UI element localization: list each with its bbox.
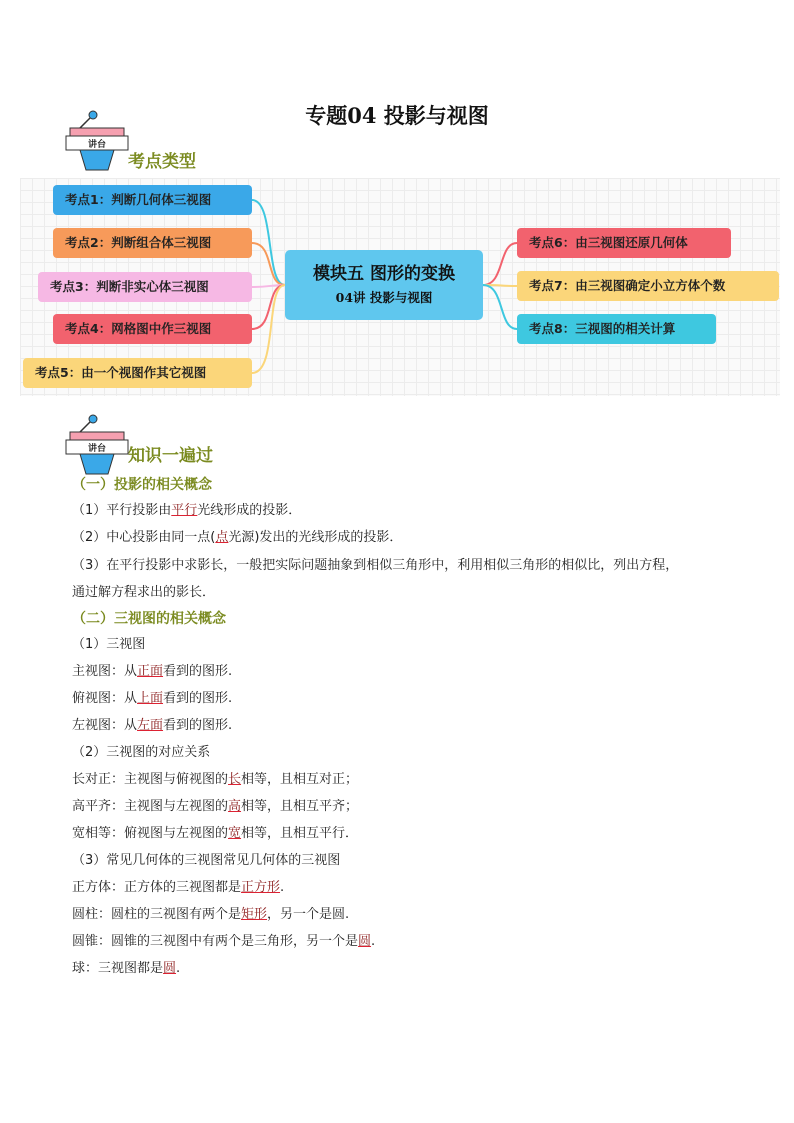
paragraph-length-aligned: 长对正：主视图与俯视图的长相等，且相互对正；: [72, 772, 359, 787]
paragraph-cube: 正方体：正方体的三视图都是正方形.: [72, 880, 285, 895]
subheading-common-solids: （3）常见几何体的三视图常见几何体的三视图: [72, 853, 341, 868]
paragraph-height-level: 高平齐：主视图与左视图的高相等，且相互平齐；: [72, 799, 359, 814]
paragraph-shadow-length-1: （3）在平行投影中求影长，一般把实际问题抽象到相似三角形中，利用相似三角形的相似比，列出方程，: [72, 558, 679, 573]
center-module-title: 模块五 图形的变换: [313, 264, 455, 284]
node-exam-point-5: 考点5：由一个视图作其它视图: [23, 358, 252, 388]
heading-projection: （一）投影的相关概念: [72, 477, 212, 493]
center-lecture-title: 04讲 投影与视图: [335, 290, 433, 305]
node-exam-point-2: 考点2：判断组合体三视图: [53, 228, 252, 258]
paragraph-cylinder: 圆柱：圆柱的三视图有两个是矩形，另一个是圆.: [72, 907, 350, 922]
podium-label: 讲台: [87, 444, 106, 454]
heading-three-views: （二）三视图的相关概念: [72, 611, 226, 627]
mindmap-center: [285, 250, 483, 320]
page-title: 专题04 投影与视图: [305, 103, 489, 128]
node-exam-point-8: 考点8：三视图的相关计算: [517, 314, 716, 344]
paragraph-central-projection: （2）中心投影由同一点(点光源)发出的光线形成的投影．: [72, 530, 403, 545]
subheading-three-views: （1）三视图: [72, 637, 146, 652]
node-exam-point-1: 考点1：判断几何体三视图: [53, 185, 252, 215]
paragraph-parallel-projection: （1）平行投影由平行光线形成的投影．: [72, 503, 302, 518]
paragraph-front-view: 主视图：从正面看到的图形.: [72, 664, 233, 679]
paragraph-top-view: 俯视图：从上面看到的图形.: [72, 691, 233, 706]
node-exam-point-3: 考点3：判断非实心体三视图: [38, 272, 252, 302]
section-title-knowledge: 知识一遍过: [128, 446, 213, 466]
paragraph-cone: 圆锥：圆锥的三视图中有两个是三角形，另一个是圆.: [72, 934, 376, 949]
node-exam-point-6: 考点6：由三视图还原几何体: [517, 228, 731, 258]
paragraph-width-equal: 宽相等：俯视图与左视图的宽相等，且相互平行．: [72, 826, 359, 841]
section-title-exam-points: 考点类型: [128, 152, 196, 172]
mindmap: [20, 178, 780, 396]
node-exam-point-7: 考点7：由三视图确定小立方体个数: [517, 271, 779, 301]
podium-label: 讲台: [87, 140, 106, 150]
paragraph-shadow-length-2: 通过解方程求出的影长．: [72, 585, 216, 600]
node-exam-point-4: 考点4：网格图中作三视图: [53, 314, 252, 344]
subheading-view-relations: （2）三视图的对应关系: [72, 745, 211, 760]
paragraph-left-view: 左视图：从左面看到的图形.: [72, 718, 233, 733]
paragraph-sphere: 球：三视图都是圆.: [72, 961, 181, 976]
